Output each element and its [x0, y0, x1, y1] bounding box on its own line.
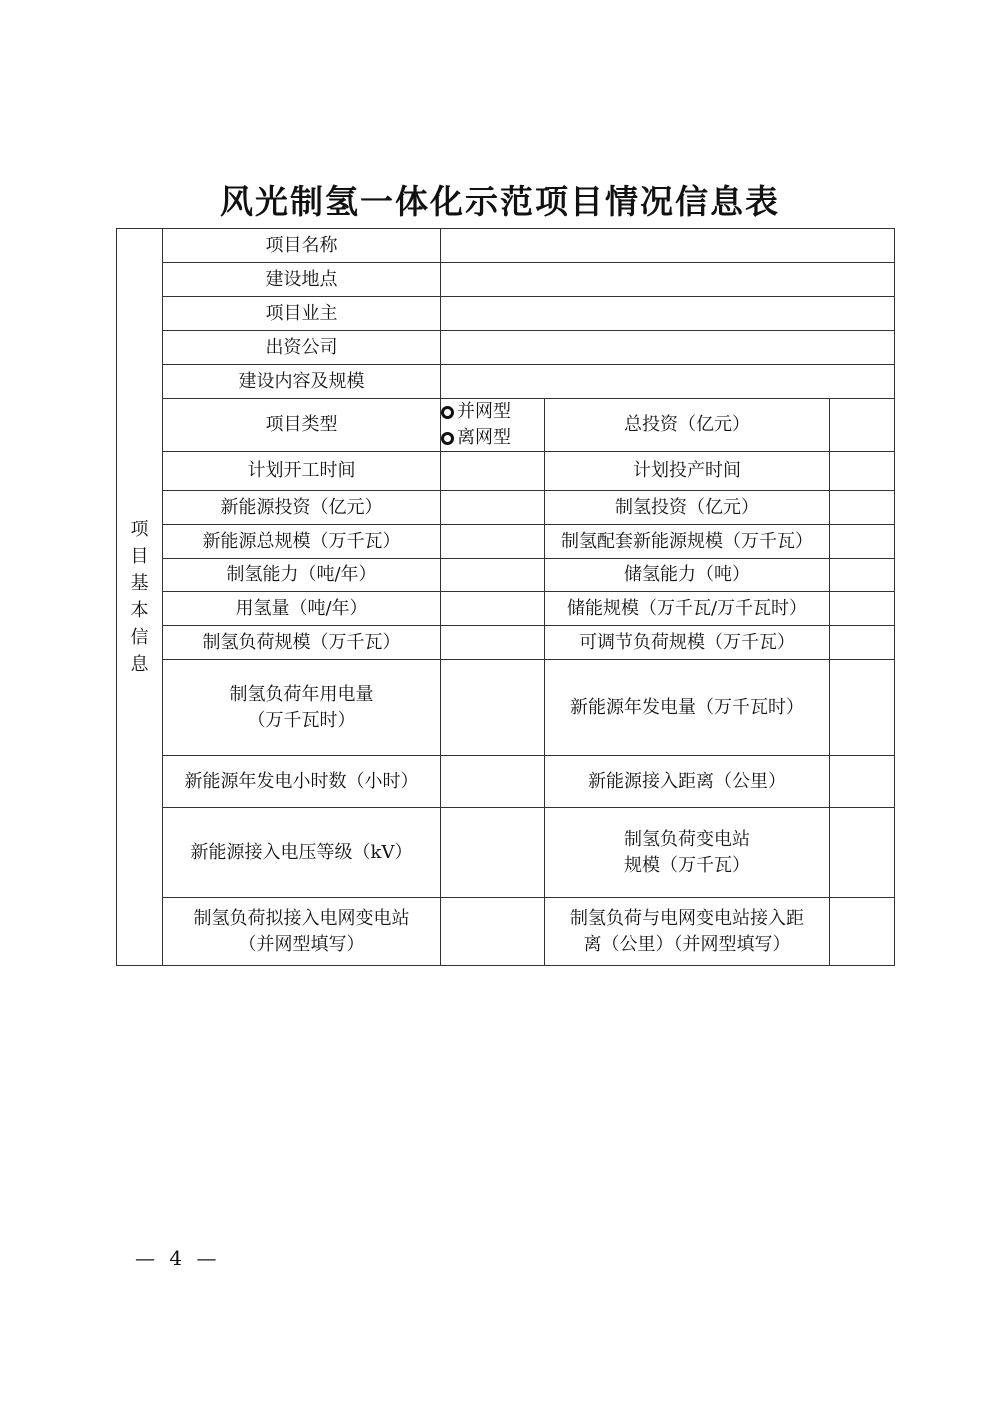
label-cell [545, 808, 830, 898]
value-cell[interactable] [830, 399, 895, 452]
label-cell: 制氢投资（亿元） [545, 491, 830, 525]
row-investor-company [117, 331, 895, 365]
side-label: 项目基本信息 [130, 519, 149, 675]
value-cell[interactable] [830, 592, 895, 626]
value-cell[interactable] [830, 559, 895, 592]
label-cell: 用氢量（吨/年） [163, 592, 441, 626]
label-cell: 建设内容及规模 [163, 365, 441, 399]
value-cell[interactable] [830, 898, 895, 966]
row-generation-hours [117, 756, 895, 808]
label-cell [163, 660, 441, 756]
label-line: 新能源年发电小时数（小时） [184, 770, 419, 792]
project-info-table [116, 228, 895, 966]
row-planned-start [117, 452, 895, 491]
value-cell[interactable] [441, 263, 895, 297]
page-number: — 4 — [135, 1246, 221, 1270]
label-line: 规模（万千瓦） [624, 854, 750, 876]
label-cell: 可调节负荷规模（万千瓦） [545, 626, 830, 660]
label-line: 制氢负荷拟接入电网变电站 [193, 907, 410, 929]
row-load-scale [117, 626, 895, 660]
row-hydrogen-use [117, 592, 895, 626]
value-cell[interactable] [830, 756, 895, 808]
value-cell[interactable] [830, 808, 895, 898]
radio-option[interactable] [441, 425, 544, 451]
label-line: 新能源接入距离（公里） [588, 770, 786, 792]
value-cell[interactable] [441, 452, 545, 491]
radio-option[interactable] [441, 399, 544, 425]
value-cell[interactable] [441, 559, 545, 592]
project-type-options [441, 399, 545, 452]
label-cell: 项目类型 [163, 399, 441, 452]
label-cell: 建设地点 [163, 263, 441, 297]
label-line: 新能源接入电压等级（kV） [190, 841, 413, 863]
label-line: 制氢负荷变电站 [624, 828, 750, 850]
row-grid-substation [117, 898, 895, 966]
row-voltage-level [117, 808, 895, 898]
value-cell[interactable] [441, 756, 545, 808]
label-cell: 新能源总规模（万千瓦） [163, 525, 441, 559]
label-cell [163, 898, 441, 966]
row-scale [117, 525, 895, 559]
label-line: 制氢负荷与电网变电站接入距 [570, 907, 804, 929]
label-cell: 总投资（亿元） [545, 399, 830, 452]
label-cell: 制氢配套新能源规模（万千瓦） [545, 525, 830, 559]
label-cell: 项目业主 [163, 297, 441, 331]
row-investment [117, 491, 895, 525]
label-cell: 制氢负荷规模（万千瓦） [163, 626, 441, 660]
value-cell[interactable] [441, 592, 545, 626]
label-cell [163, 756, 441, 808]
label-line: （并网型填写） [238, 933, 365, 955]
row-hydrogen-capacity [117, 559, 895, 592]
value-cell[interactable] [441, 491, 545, 525]
value-cell[interactable] [441, 331, 895, 365]
label-line: 离（公里）（并网型填写） [583, 933, 791, 955]
label-cell [545, 756, 830, 808]
radio-circle-icon [441, 406, 454, 419]
radio-option-label: 并网型 [457, 401, 511, 422]
radio-circle-icon [441, 432, 454, 445]
value-cell[interactable] [830, 525, 895, 559]
value-cell[interactable] [830, 452, 895, 491]
label-cell [545, 898, 830, 966]
value-cell[interactable] [441, 365, 895, 399]
value-cell[interactable] [441, 525, 545, 559]
value-cell[interactable] [830, 626, 895, 660]
side-label-cell [117, 229, 163, 966]
label-line: （万千瓦时） [247, 709, 356, 731]
label-cell: 项目名称 [163, 229, 441, 263]
label-cell [163, 808, 441, 898]
label-cell: 储能规模（万千瓦/万千瓦时） [545, 592, 830, 626]
value-cell[interactable] [441, 898, 545, 966]
row-annual-power [117, 660, 895, 756]
row-build-location [117, 263, 895, 297]
form-title: 风光制氢一体化示范项目情况信息表 [220, 182, 780, 221]
label-line: 制氢负荷年用电量 [229, 683, 374, 705]
label-cell [545, 660, 830, 756]
value-cell[interactable] [441, 660, 545, 756]
row-project-name [117, 229, 895, 263]
row-project-owner [117, 297, 895, 331]
value-cell[interactable] [441, 229, 895, 263]
value-cell[interactable] [830, 660, 895, 756]
value-cell[interactable] [441, 808, 545, 898]
label-cell: 计划投产时间 [545, 452, 830, 491]
label-line: 新能源年发电量（万千瓦时） [570, 696, 804, 718]
label-cell: 制氢能力（吨/年） [163, 559, 441, 592]
label-cell: 新能源投资（亿元） [163, 491, 441, 525]
value-cell[interactable] [441, 297, 895, 331]
radio-option-label: 离网型 [457, 427, 511, 448]
row-build-scope [117, 365, 895, 399]
value-cell[interactable] [830, 491, 895, 525]
label-cell: 出资公司 [163, 331, 441, 365]
label-cell: 计划开工时间 [163, 452, 441, 491]
value-cell[interactable] [441, 626, 545, 660]
label-cell: 储氢能力（吨） [545, 559, 830, 592]
row-project-type [117, 399, 895, 452]
